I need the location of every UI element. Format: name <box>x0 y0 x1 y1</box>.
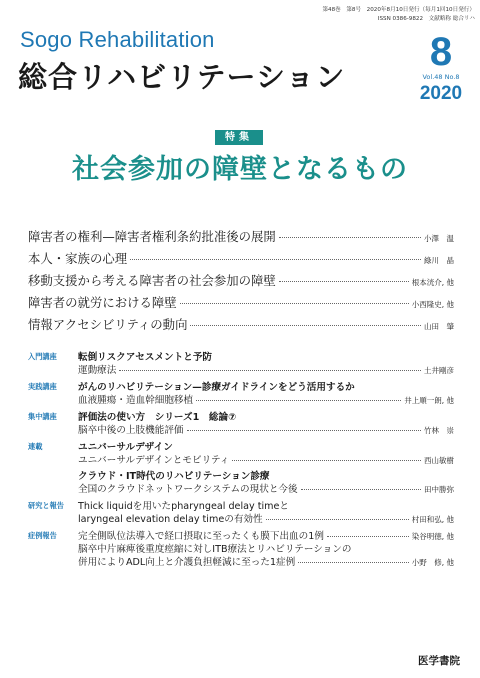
section-label: 連載 <box>28 442 43 451</box>
feature-article-title: 情報アクセシビリティの動向 <box>28 317 188 332</box>
feature-article-author: 小西隆史, 他 <box>411 300 454 309</box>
issue-info-line: 第48巻 第8号 2020年8月10日発行（毎月1回10日発行） <box>322 7 475 13</box>
section-author: 井上順一朗, 他 <box>404 396 454 405</box>
leader-dots <box>180 303 409 304</box>
feature-article-author: 小澤 温 <box>424 234 454 243</box>
leader-dots <box>187 430 421 431</box>
section-title: クラウド・IT時代のリハビリテーション診療 <box>78 471 270 482</box>
section-title: 評価法の使い方 シリーズ1 総論⑦ <box>78 412 237 423</box>
section-author: 土井剛彦 <box>424 366 454 375</box>
section-line <box>78 439 454 452</box>
section-line <box>78 511 454 524</box>
section-line <box>78 481 454 494</box>
section-line <box>78 528 454 541</box>
leader-dots <box>279 281 409 282</box>
section-subtitle: 脳卒中後の上肢機能評価 <box>78 425 184 436</box>
section-line <box>78 409 454 422</box>
leader-dots <box>301 489 421 490</box>
feature-article <box>28 293 454 315</box>
issue-number: 8 <box>429 30 453 74</box>
section-practice-course <box>28 379 454 405</box>
section-subtitle: 併用によりADL向上と介護負担軽減に至った1症例 <box>78 557 296 568</box>
section-line <box>78 498 454 511</box>
section-author: 染谷明徳, 他 <box>411 532 454 541</box>
section-title: 転倒リスクアセスメントと予防 <box>78 352 213 363</box>
feature-article-title: 移動支援から考える障害者の社会参加の障壁 <box>28 273 276 288</box>
section-label: 入門講座 <box>28 352 57 361</box>
volume-line: Vol.48 No.8 <box>422 73 460 81</box>
section-author: 村田和弘, 他 <box>411 515 454 524</box>
special-feature-tag: 特集 <box>215 130 263 145</box>
publisher-logo: 医学書院 <box>418 655 460 667</box>
volume-block <box>408 30 474 105</box>
regular-sections <box>28 349 454 567</box>
feature-article-title: 障害者の権利—障害者権利条約批准後の展開 <box>28 229 276 244</box>
feature-article-author: 山田 肇 <box>424 322 454 331</box>
issn-line: ISSN 0386-9822 文献略称 総合リハ <box>377 16 475 22</box>
feature-article-list <box>28 227 454 337</box>
feature-article <box>28 249 454 271</box>
section-line <box>78 392 454 405</box>
section-title: ユニバーサルデザイン <box>78 442 173 453</box>
section-subtitle: 完全側臥位法導入で経口摂取に至ったくも膜下出血の1例 <box>78 531 324 542</box>
leader-dots <box>119 370 421 371</box>
section-subtitle: 全国のクラウドネットワークシステムの現状と今後 <box>78 484 298 495</box>
journal-title-jp: 総合リハビリテーション <box>18 60 346 94</box>
section-subtitle: 脳卒中片麻痺後重度痙縮に対しITB療法とリハビリテーションの <box>78 544 352 555</box>
section-series <box>28 439 454 494</box>
feature-article <box>28 271 454 293</box>
leader-dots <box>130 259 421 260</box>
section-line <box>78 468 454 481</box>
journal-title-en: Sogo Rehabilitation <box>20 27 215 52</box>
section-author: 竹林 崇 <box>424 426 454 435</box>
section-subtitle: 運動療法 <box>78 365 117 376</box>
section-research-report <box>28 498 454 524</box>
section-intensive-course <box>28 409 454 435</box>
section-case-report <box>28 528 454 567</box>
leader-dots <box>327 536 409 537</box>
leader-dots <box>190 325 421 326</box>
section-label: 症例報告 <box>28 531 57 540</box>
section-label: 研究と報告 <box>28 501 64 510</box>
leader-dots <box>232 460 421 461</box>
section-subtitle: 血液腫瘍・造血幹細胞移植 <box>78 395 194 406</box>
section-title: がんのリハビリテーション—診療ガイドラインをどう活用するか <box>78 382 355 393</box>
section-label: 実践講座 <box>28 382 57 391</box>
feature-article-title: 本人・家族の心理 <box>28 251 128 266</box>
section-line <box>78 379 454 392</box>
issue-info <box>250 6 475 24</box>
section-line <box>78 541 454 554</box>
section-line <box>78 362 454 375</box>
leader-dots <box>196 400 401 401</box>
feature-article-title: 障害者の就労における障壁 <box>28 295 177 310</box>
issue-year: 2020 <box>419 83 463 104</box>
feature-article <box>28 315 454 337</box>
leader-dots <box>298 562 408 563</box>
section-author: 田中勝弥 <box>424 485 454 494</box>
section-subtitle: Thick liquidを用いたpharyngeal delay timeと <box>78 501 289 512</box>
section-line <box>78 422 454 435</box>
section-subtitle: laryngeal elevation delay timeの有効性 <box>78 514 263 525</box>
section-author: 小野 修, 他 <box>411 558 454 567</box>
feature-article <box>28 227 454 249</box>
section-author: 西山敏樹 <box>424 456 454 465</box>
feature-article-author: 綠川 晶 <box>424 256 454 265</box>
feature-article-author: 根本洸介, 他 <box>411 278 454 287</box>
section-label: 集中講座 <box>28 412 57 421</box>
section-line <box>78 349 454 362</box>
leader-dots <box>279 237 421 238</box>
section-intro-course <box>28 349 454 375</box>
section-subtitle: ユニバーサルデザインとモビリティ <box>78 455 230 466</box>
section-line <box>78 452 454 465</box>
leader-dots <box>266 519 409 520</box>
special-feature-title: 社会参加の障壁となるもの <box>72 154 408 185</box>
section-line <box>78 554 454 567</box>
